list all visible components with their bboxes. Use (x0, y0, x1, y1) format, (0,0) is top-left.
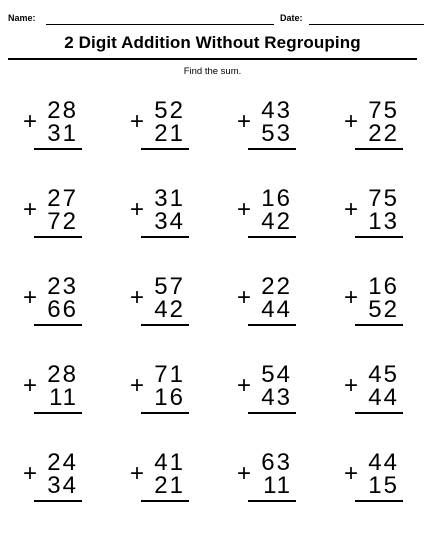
answer-line (355, 500, 403, 502)
answer-line (355, 148, 403, 150)
answer-line (248, 412, 296, 414)
problem-bottom-number: 34 (47, 472, 78, 499)
plus-sign: + (130, 460, 145, 487)
answer-line (248, 236, 296, 238)
problem-top-number: 27 (47, 185, 78, 212)
addition-problem (341, 272, 411, 334)
answer-line (141, 324, 189, 326)
plus-sign: + (344, 460, 359, 487)
problem-top-number: 28 (47, 361, 78, 388)
problem-bottom-number: 22 (368, 120, 399, 147)
problem-top-number: 52 (154, 97, 185, 124)
problem-top-number: 54 (261, 361, 292, 388)
name-field-line (46, 24, 274, 25)
problem-bottom-number: 72 (47, 208, 78, 235)
plus-sign: + (344, 284, 359, 311)
addition-problem (127, 96, 197, 158)
problem-top-number: 41 (154, 449, 185, 476)
addition-problem (341, 360, 411, 422)
title-divider (8, 58, 417, 60)
plus-sign: + (130, 108, 145, 135)
problem-top-number: 57 (154, 273, 185, 300)
plus-sign: + (23, 196, 38, 223)
problem-bottom-number: 31 (47, 120, 78, 147)
plus-sign: + (23, 284, 38, 311)
answer-line (141, 412, 189, 414)
problem-top-number: 75 (368, 97, 399, 124)
plus-sign: + (237, 108, 252, 135)
addition-problem (127, 184, 197, 246)
problem-bottom-number: 43 (261, 384, 292, 411)
problem-bottom-number: 42 (154, 296, 185, 323)
problem-bottom-number: 15 (368, 472, 399, 499)
answer-line (34, 236, 82, 238)
answer-line (34, 148, 82, 150)
date-label: Date: (280, 13, 303, 23)
addition-problem (341, 448, 411, 510)
problem-bottom-number: 53 (261, 120, 292, 147)
problem-top-number: 16 (261, 185, 292, 212)
problem-top-number: 75 (368, 185, 399, 212)
addition-problem (20, 272, 90, 334)
problem-top-number: 31 (154, 185, 185, 212)
plus-sign: + (23, 372, 38, 399)
answer-line (141, 236, 189, 238)
addition-problem (234, 96, 304, 158)
problem-bottom-number: 42 (261, 208, 292, 235)
plus-sign: + (237, 284, 252, 311)
worksheet-title: 2 Digit Addition Without Regrouping (64, 33, 361, 52)
answer-line (248, 148, 296, 150)
problem-top-number: 28 (47, 97, 78, 124)
addition-problem (234, 448, 304, 510)
addition-problem (341, 184, 411, 246)
addition-problem (20, 448, 90, 510)
plus-sign: + (23, 108, 38, 135)
answer-line (248, 500, 296, 502)
problem-bottom-number: 66 (47, 296, 78, 323)
answer-line (141, 500, 189, 502)
problem-top-number: 63 (261, 449, 292, 476)
plus-sign: + (344, 108, 359, 135)
date-field-line (309, 24, 424, 25)
problem-top-number: 44 (368, 449, 399, 476)
addition-problem (234, 272, 304, 334)
problem-bottom-number: 11 (263, 472, 292, 499)
addition-problem (234, 360, 304, 422)
plus-sign: + (130, 284, 145, 311)
plus-sign: + (23, 460, 38, 487)
plus-sign: + (237, 460, 252, 487)
addition-problem (20, 360, 90, 422)
addition-problem (20, 96, 90, 158)
plus-sign: + (237, 372, 252, 399)
problem-bottom-number: 13 (368, 208, 399, 235)
problem-bottom-number: 11 (49, 384, 78, 411)
problem-bottom-number: 44 (261, 296, 292, 323)
problem-bottom-number: 52 (368, 296, 399, 323)
answer-line (355, 236, 403, 238)
problem-top-number: 24 (47, 449, 78, 476)
problem-top-number: 22 (261, 273, 292, 300)
addition-problem (20, 184, 90, 246)
addition-problem (234, 184, 304, 246)
plus-sign: + (130, 196, 145, 223)
problem-top-number: 16 (368, 273, 399, 300)
addition-problem (127, 360, 197, 422)
problem-bottom-number: 16 (154, 384, 185, 411)
answer-line (141, 148, 189, 150)
plus-sign: + (130, 372, 145, 399)
problem-bottom-number: 34 (154, 208, 185, 235)
plus-sign: + (344, 372, 359, 399)
plus-sign: + (237, 196, 252, 223)
addition-problem (127, 272, 197, 334)
problem-bottom-number: 21 (154, 472, 185, 499)
answer-line (34, 324, 82, 326)
problem-top-number: 71 (154, 361, 185, 388)
answer-line (34, 412, 82, 414)
instructions: Find the sum. (183, 66, 242, 77)
problem-top-number: 23 (47, 273, 78, 300)
answer-line (355, 324, 403, 326)
addition-problem (127, 448, 197, 510)
problem-bottom-number: 21 (154, 120, 185, 147)
addition-problem (341, 96, 411, 158)
answer-line (355, 412, 403, 414)
problem-top-number: 45 (368, 361, 399, 388)
answer-line (34, 500, 82, 502)
problem-bottom-number: 44 (368, 384, 399, 411)
name-label: Name: (8, 13, 36, 23)
problem-top-number: 43 (261, 97, 292, 124)
plus-sign: + (344, 196, 359, 223)
worksheet-header (8, 10, 418, 26)
answer-line (248, 324, 296, 326)
